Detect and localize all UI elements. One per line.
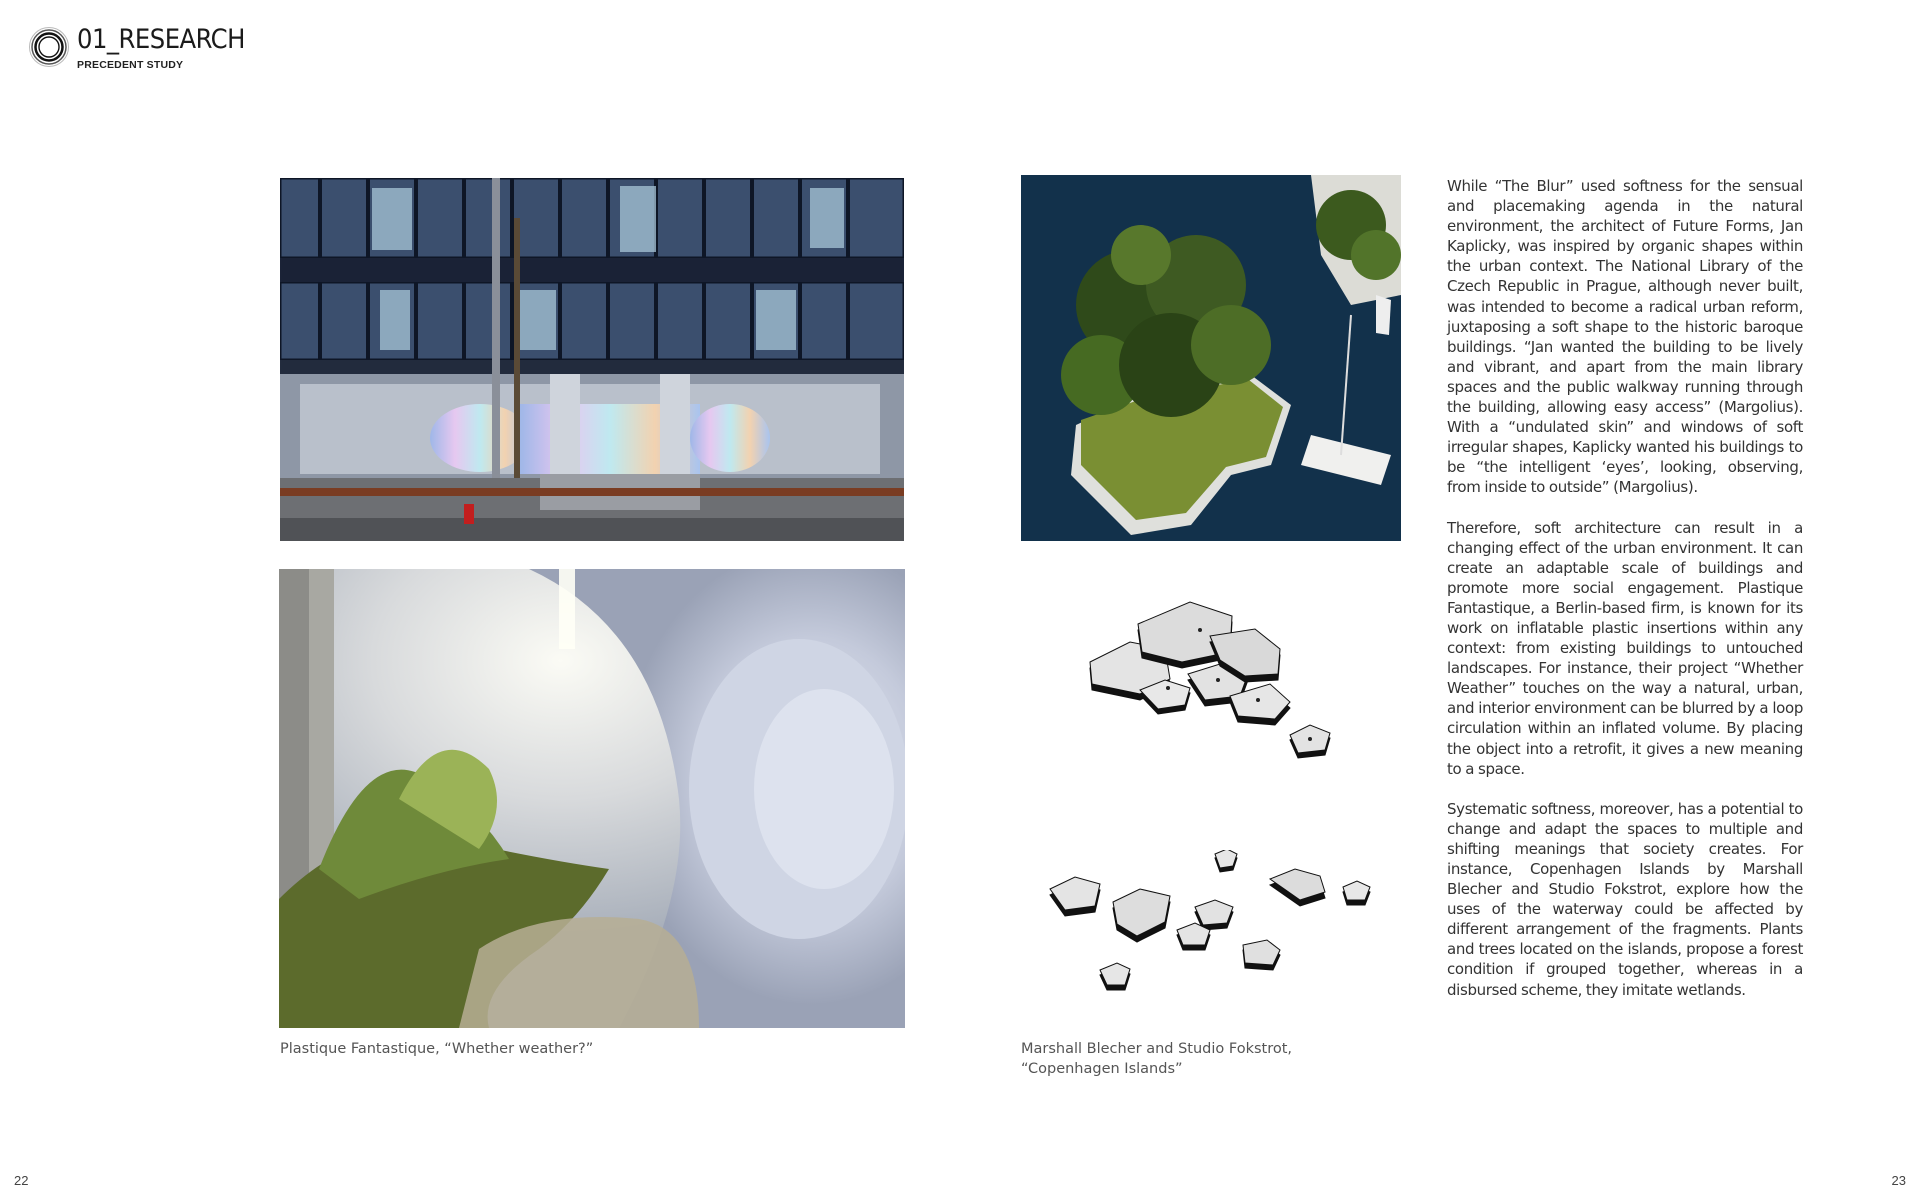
building-facade-photo <box>280 178 904 541</box>
body-text <box>1447 176 1803 1020</box>
page-number-left: 22 <box>14 1173 29 1188</box>
caption-right-line1: Marshall Blecher and Studio Fokstrot, <box>1021 1041 1293 1057</box>
caption-left: Plastique Fantastique, “Whether weather?” <box>280 1041 594 1057</box>
inflatable-tunnel-photo <box>279 569 905 1028</box>
paragraph-3: Systematic softness, moreover, has a potential to change and adapt the spaces to multiple and shifting meanings that society creates. For instance, Copenhagen Islands by Marshall Blecher and Studio Fokstrot, explore how the uses of the waterway could be affected by different arrangement of the fragments. Plants and trees located on the islands, propose a forest condition if grouped together, whereas in a disbursed scheme, they imitate wetlands. <box>1447 799 1803 999</box>
caption-right-line2: “Copenhagen Islands” <box>1021 1061 1183 1077</box>
page-subtitle: PRECEDENT STUDY <box>77 59 184 71</box>
caption-right <box>1021 1039 1292 1079</box>
page-title: 01_RESEARCH <box>77 24 245 55</box>
concentric-circles-icon <box>28 26 70 68</box>
paragraph-2: Therefore, soft architecture can result in a changing effect of the urban environment. It can create an adaptable scale of buildings and promote more social engagement. Plastique Fantastique, a Berlin-based firm, is known for its work on inflatable plastic insertions within any context: from existing buildings to untouched landscapes. For instance, their project “Whether Weather” touches on the way a natural, urban, and interior environment can be blurred by a loop circulation within an inflated volume. By placing the object into a retrofit, it gives a new meaning to a space. <box>1447 518 1803 778</box>
grouped-islands-diagram <box>1080 600 1340 770</box>
page-number-right: 23 <box>1891 1173 1906 1188</box>
dispersed-islands-diagram <box>1045 850 1385 1000</box>
floating-islands-aerial-photo <box>1021 175 1401 541</box>
paragraph-1: While “The Blur” used softness for the sensual and placemaking agenda in the natural environment, the architect of Future Forms, Jan Kaplicky, was inspired by organic shapes within the urban context. The National Library of the Czech Republic in Prague, although never built, was intended to become a radical urban reform, juxtaposing a soft shape to the historic baroque buildings. “Jan wanted the building to be lively and vibrant, and apart from the main library spaces and the public walkway running through the building, allowing easy access” (Margolius). With a “undulated skin” and windows of soft irregular shapes, Kaplicky wanted his buildings to be “the intelligent ‘eyes’, looking, observing, from inside to outside” (Margolius). <box>1447 177 1803 497</box>
